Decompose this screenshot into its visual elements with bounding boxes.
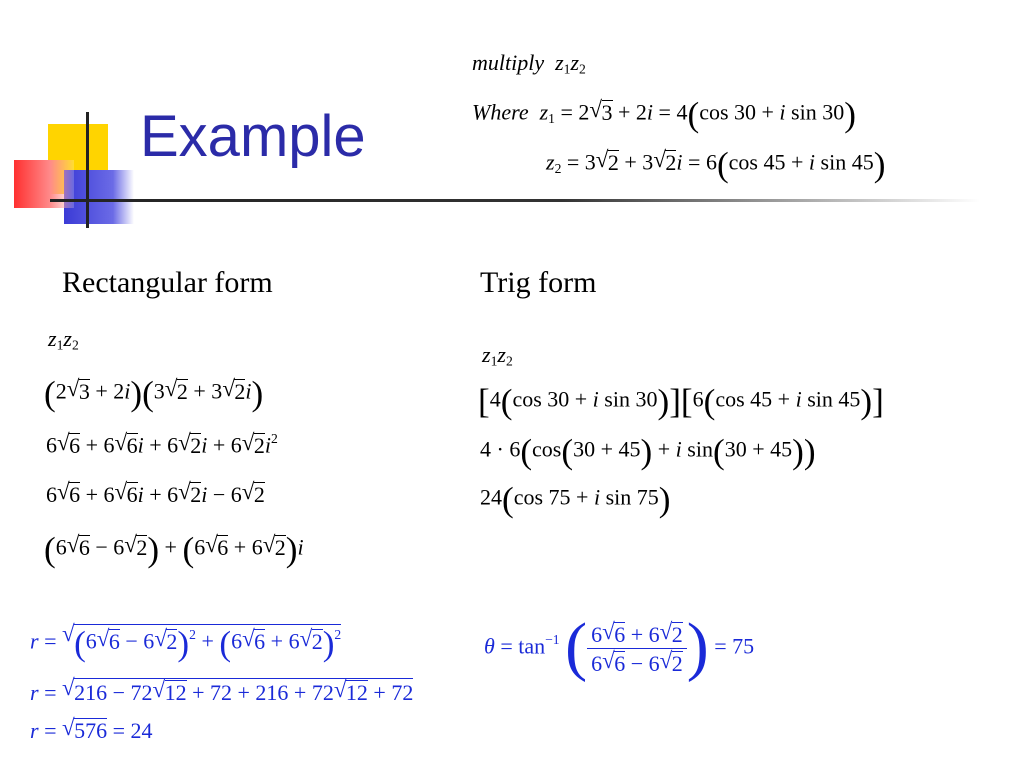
page-title: Example bbox=[140, 104, 366, 169]
rectangular-heading: Rectangular form bbox=[62, 266, 273, 299]
rect-step-3: 6√ 6 + 6√ 6i + 6√ 2i + 6√ $2i^2$ bbox=[46, 432, 278, 457]
trig-step-1: $z_1z_2$ bbox=[482, 342, 513, 369]
modulus-line-2: r = √ 216 − 72√ 12 + 72 + 216 + 72√ 12 + 72 bbox=[30, 678, 413, 704]
trig-heading: Trig form bbox=[480, 266, 597, 299]
deco-vertical-line bbox=[86, 112, 89, 228]
title-underline bbox=[50, 199, 980, 202]
modulus-line-1: r = √ (6√ 6 − 6√ 2)$^2$ + (6√ 6 + 6√ 2)$^2$ bbox=[30, 624, 341, 661]
trig-step-2: [4(cos 30 + i sin 30)][6(cos 45 + i sin 45)] bbox=[478, 382, 884, 421]
given-line-1: multiply $z_1z_2$ bbox=[472, 50, 586, 77]
rect-step-1: $z_1z_2$ bbox=[48, 326, 79, 353]
deco-blue-square bbox=[64, 170, 134, 224]
angle-formula: $\theta = \tan^{-1}$ ( $\frac{6√ 6 + 6√ 2}{6√ 6 - 6√ 2}$ ) = 75 bbox=[484, 614, 754, 680]
rect-step-5: (6√ 6 − 6√ 2) + (6√ 6 + 6√ 2)i bbox=[44, 532, 304, 567]
modulus-line-3: r = √ 576 = 24 bbox=[30, 718, 153, 742]
trig-step-4: 24(cos 75 + i sin 75) bbox=[480, 480, 671, 519]
trig-step-3: 4 · 6(cos(30 + 45) + i sin(30 + 45)) bbox=[480, 432, 816, 471]
rect-step-4: 6√ 6 + 6√ 6i + 6√ 2i − 6√ 2 bbox=[46, 482, 265, 506]
given-line-3: $z_2 = 3√$ 2 + 3√ 2i = 6(cos 45 + i sin 45) bbox=[546, 147, 885, 182]
rect-step-2: (2√ 3 + 2i)(3√ 2 + 3√ 2i) bbox=[44, 376, 263, 411]
given-line-2: Where $z_1 = 2√$ 3 + 2i = 4(cos 30 + i sin 30) bbox=[472, 97, 856, 132]
